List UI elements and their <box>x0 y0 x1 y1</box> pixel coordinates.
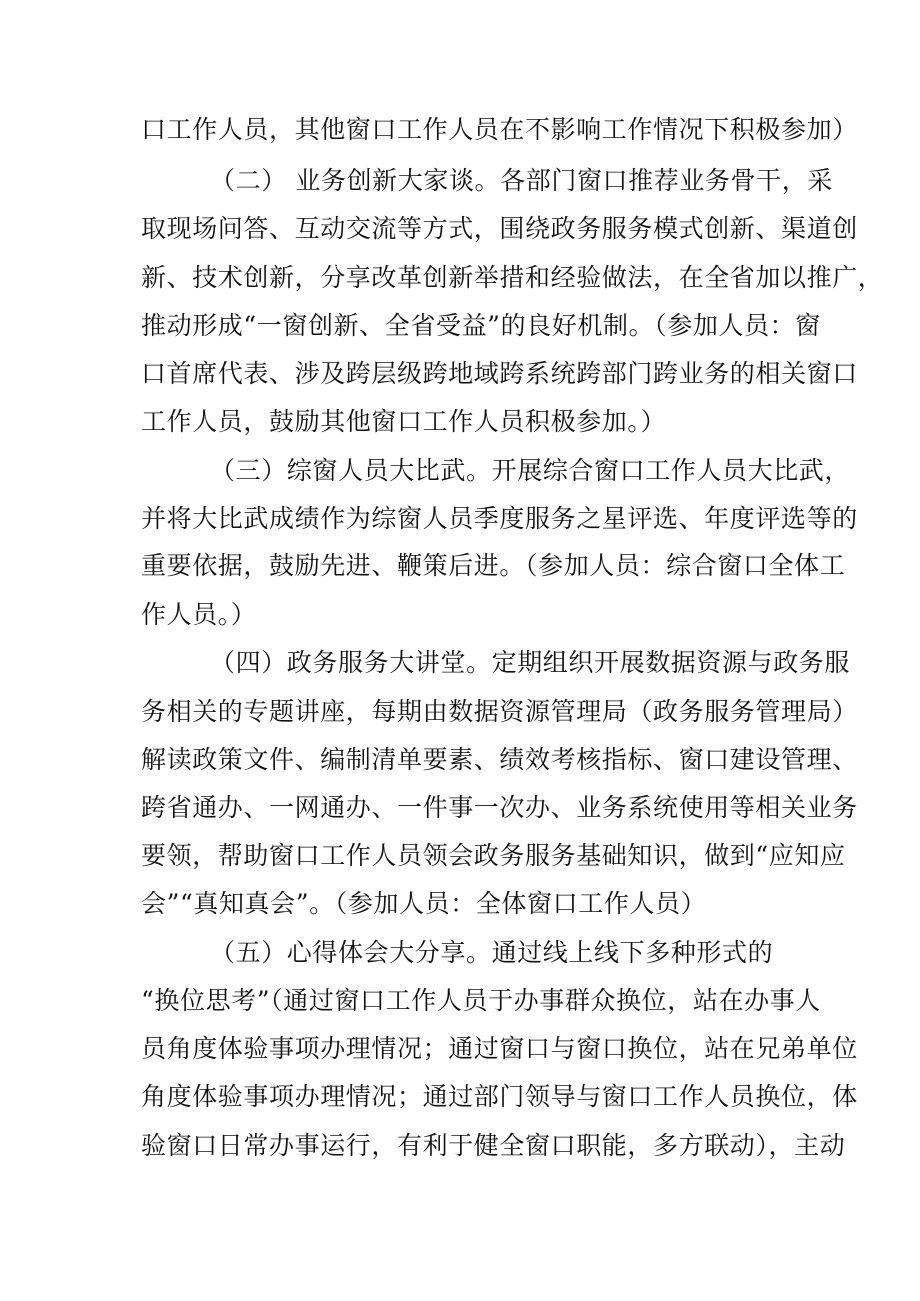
text-line: 重要依据，鼓励先进、鞭策后进。（参加人员：综合窗口全体工 <box>141 551 846 580</box>
text-line: 口工作人员，其他窗口工作人员在不影响工作情况下积极参加） <box>141 115 858 144</box>
text-line: 角度体验事项办理情况；通过部门领导与窗口工作人员换位，体 <box>141 1082 858 1111</box>
text-line: （二） 业务创新大家谈。各部门窗口推荐业务骨干，采 <box>210 166 833 195</box>
text-line: 务相关的专题讲座，每期由数据资源管理局（政务服务管理局） <box>141 697 858 726</box>
text-line: 跨省通办、一网通办、一件事一次办、业务系统使用等相关业务 <box>141 793 858 822</box>
text-line: 要领，帮助窗口工作人员领会政务服务基础知识，做到“应知应 <box>141 841 846 870</box>
text-line: 会”“真知真会”。（参加人员：全体窗口工作人员） <box>141 889 707 918</box>
text-line: 解读政策文件、编制清单要素、绩效考核指标、窗口建设管理、 <box>141 745 858 774</box>
text-line: 员角度体验事项办理情况；通过窗口与窗口换位，站在兄弟单位 <box>141 1034 858 1063</box>
text-line: （三）综窗人员大比武。开展综合窗口工作人员大比武， <box>210 456 851 485</box>
text-line: 验窗口日常办事运行，有利于健全窗口职能，多方联动），主动 <box>141 1131 846 1160</box>
text-line: 作人员。） <box>141 600 257 629</box>
text-line: “换位思考”（通过窗口工作人员于办事群众换位，站在办事人 <box>141 986 821 1015</box>
text-line: 并将大比武成绩作为综窗人员季度服务之星评选、年度评选等的 <box>141 504 858 533</box>
text-line: 取现场问答、互动交流等方式，围绕政务服务模式创新、渠道创 <box>141 214 858 243</box>
text-line: 推动形成“一窗创新、全省受益”的良好机制。（参加人员：窗 <box>141 311 821 340</box>
text-line: 工作人员，鼓励其他窗口工作人员积极参加。） <box>141 407 667 436</box>
text-line: （五）心得体会大分享。通过线上线下多种形式的 <box>210 938 774 967</box>
text-line: 新、技术创新，分享改革创新举措和经验做法，在全省加以推广， <box>141 263 884 292</box>
text-line: 口首席代表、涉及跨层级跨地域跨系统跨部门跨业务的相关窗口 <box>141 359 858 388</box>
text-line: （四）政务服务大讲堂。定期组织开展数据资源与政务服 <box>210 648 851 677</box>
